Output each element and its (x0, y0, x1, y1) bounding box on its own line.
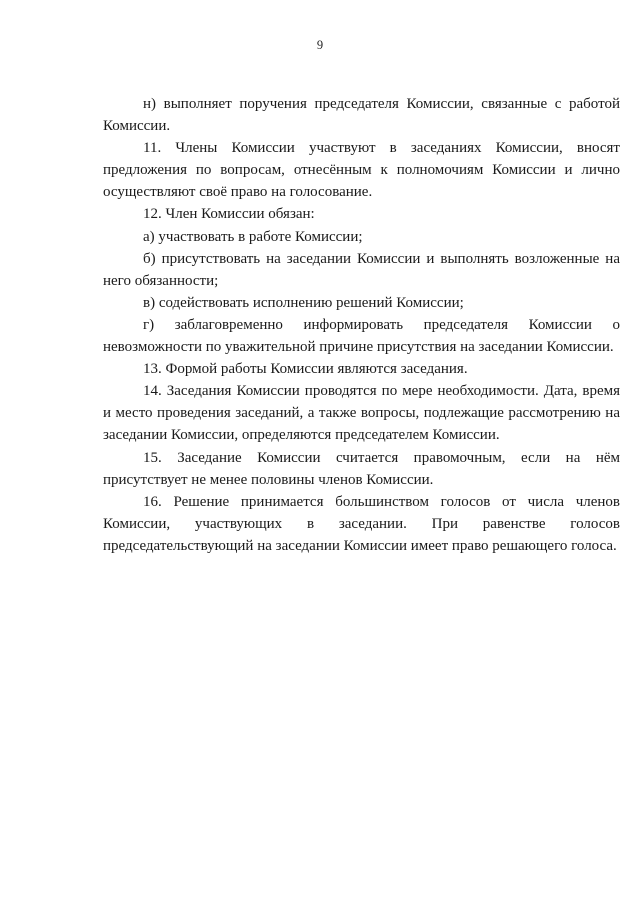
paragraph-item-n: н) выполняет поручения председателя Комиссии, связанные с работой Комиссии. (103, 96, 620, 135)
page-number: 9 (316, 38, 324, 52)
paragraph-12-v: в) содействовать исполнению решений Комиссии; (143, 294, 464, 311)
paragraph-12-b: б) присутствовать на заседании Комиссии и выполнять возложенные на него обязанности; (103, 250, 620, 289)
paragraph-14: 14. Заседания Комиссии проводятся по мере необходимости. Дата, время и место проведения заседаний, а также вопросы, подлежащие рассмотрению на заседании Комиссии, определяются председателем Комиссии. (103, 383, 620, 444)
paragraph-12-g: г) заблаговременно информировать председателя Комиссии о невозможности по уважительной причине присутствия на заседании Комиссии. (103, 316, 620, 356)
paragraph-13: 13. Формой работы Комиссии являются заседания. (143, 361, 468, 378)
paragraph-12: 12. Член Комиссии обязан: (143, 206, 315, 223)
document-body (103, 93, 620, 557)
paragraph-16: 16. Решение принимается большинством голосов от числа членов Комиссии, участвующих в заседании. При равенстве голосов председательствующий на заседании Комиссии имеет право решающего голоса. (103, 493, 620, 554)
paragraph-15: 15. Заседание Комиссии считается правомочным, если на нём присутствует не менее половины членов Комиссии. (103, 449, 620, 488)
paragraph-11: 11. Члены Комиссии участвуют в заседаниях Комиссии, вносят предложения по вопросам, отнесённым к полномочиям Комиссии и лично осуществляют своё право на голосование. (103, 140, 620, 201)
paragraph-12-a: а) участвовать в работе Комиссии; (143, 228, 363, 245)
